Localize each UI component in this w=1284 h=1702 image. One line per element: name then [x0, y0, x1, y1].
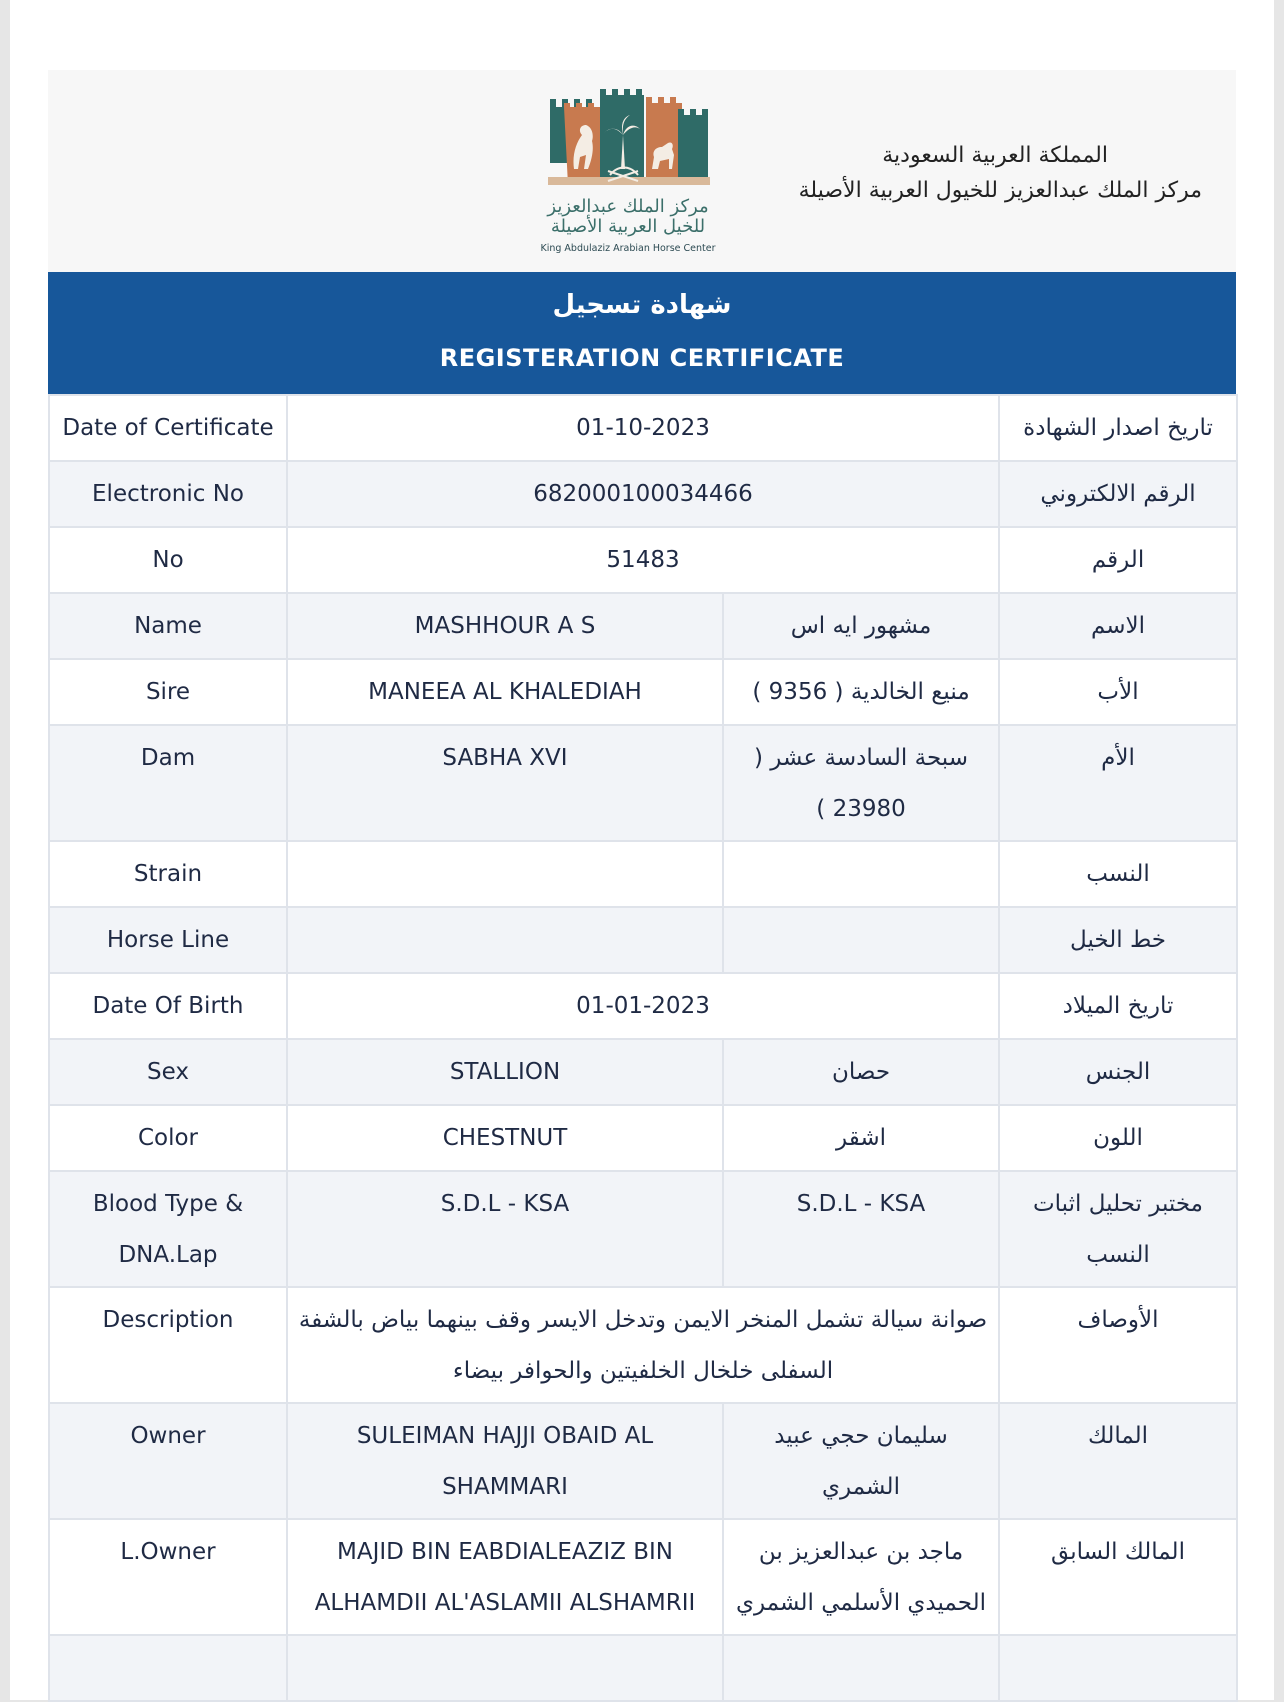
certificate-sheet — [48, 70, 1236, 1700]
table-row — [49, 1105, 1237, 1171]
value: 51483 — [287, 527, 999, 593]
value-ar — [723, 841, 999, 907]
value-en: S.D.L - KSA — [287, 1171, 723, 1287]
value-en: SULEIMAN HAJJI OBAID AL SHAMMARI — [287, 1403, 723, 1519]
label-en: Description — [49, 1287, 287, 1403]
value-ar — [723, 907, 999, 973]
value-ar: ماجد بن عبدالعزيز بن الحميدي الأسلمي الشمري — [723, 1519, 999, 1635]
label-ar: تاريخ اصدار الشهادة — [999, 395, 1237, 461]
empty-cell — [287, 1635, 723, 1701]
title-arabic: شهادة تسجيل — [552, 290, 732, 320]
value-ar: منيع الخالدية ( 9356 ) — [723, 659, 999, 725]
certificate-details-table — [48, 394, 1238, 1702]
table-row — [49, 593, 1237, 659]
empty-cell — [999, 1635, 1237, 1701]
logo-arabic-line-2: للخيل العربية الأصيلة — [550, 216, 706, 237]
logo-arabic-line-1: مركز الملك عبدالعزيز — [547, 196, 709, 217]
empty-cell — [49, 1635, 287, 1701]
label-ar: اللون — [999, 1105, 1237, 1171]
value-en — [287, 907, 723, 973]
label-en: Sex — [49, 1039, 287, 1105]
label-en: Owner — [49, 1403, 287, 1519]
value-ar: حصان — [723, 1039, 999, 1105]
value-ar: مشهور ايه اس — [723, 593, 999, 659]
label-ar: الأم — [999, 725, 1237, 841]
table-row — [49, 973, 1237, 1039]
value: صوانة سيالة تشمل المنخر الايمن وتدخل الايسر وقف بينهما بياض بالشفة السفلى خلخال الخلفيتين والحوافر بيضاء — [287, 1287, 999, 1403]
value: 01-10-2023 — [287, 395, 999, 461]
table-row — [49, 659, 1237, 725]
value-en: CHESTNUT — [287, 1105, 723, 1171]
title-english: REGISTERATION CERTIFICATE — [439, 344, 845, 372]
center-logo — [538, 85, 728, 260]
value-en — [287, 841, 723, 907]
label-en: Date Of Birth — [49, 973, 287, 1039]
label-ar: الأوصاف — [999, 1287, 1237, 1403]
empty-cell — [723, 1635, 999, 1701]
label-en: Date of Certificate — [49, 395, 287, 461]
table-row — [49, 841, 1237, 907]
table-row — [49, 461, 1237, 527]
label-ar: خط الخيل — [999, 907, 1237, 973]
label-en: Color — [49, 1105, 287, 1171]
kingdom-name: المملكة العربية السعودية — [882, 143, 1108, 168]
table-row — [49, 395, 1237, 461]
label-ar: الاسم — [999, 593, 1237, 659]
value-en: MASHHOUR A S — [287, 593, 723, 659]
table-row — [49, 1171, 1237, 1287]
label-en: Dam — [49, 725, 287, 841]
value-en: MAJID BIN EABDIALEAZIZ BIN ALHAMDII AL'ASLAMII ALSHAMRII — [287, 1519, 723, 1635]
table-row — [49, 1403, 1237, 1519]
label-en: No — [49, 527, 287, 593]
document-page — [10, 0, 1274, 1700]
label-en: Electronic No — [49, 461, 287, 527]
certificate-header — [48, 70, 1236, 270]
certificate-title-band — [48, 272, 1236, 394]
value-en: SABHA XVI — [287, 725, 723, 841]
castle-horse-logo-icon — [538, 85, 718, 197]
table-row — [49, 725, 1237, 841]
label-en: Horse Line — [49, 907, 287, 973]
table-row — [49, 907, 1237, 973]
label-ar: الجنس — [999, 1039, 1237, 1105]
value-en: MANEEA AL KHALEDIAH — [287, 659, 723, 725]
label-ar: تاريخ الميلاد — [999, 973, 1237, 1039]
label-en: Sire — [49, 659, 287, 725]
logo-english-name: King Abdulaziz Arabian Horse Center — [540, 243, 716, 254]
label-ar: المالك — [999, 1403, 1237, 1519]
center-name: مركز الملك عبدالعزيز للخيول العربية الأصيلة — [798, 178, 1202, 203]
value-ar: سبحة السادسة عشر ( 23980 ) — [723, 725, 999, 841]
value: 01-01-2023 — [287, 973, 999, 1039]
table-row — [49, 1519, 1237, 1635]
value-ar: سليمان حجي عبيد الشمري — [723, 1403, 999, 1519]
value: 682000100034466 — [287, 461, 999, 527]
table-row — [49, 1039, 1237, 1105]
label-en: Blood Type & DNA.Lap — [49, 1171, 287, 1287]
label-ar: الأب — [999, 659, 1237, 725]
label-en: Name — [49, 593, 287, 659]
label-en: Strain — [49, 841, 287, 907]
table-row — [49, 1287, 1237, 1403]
value-ar: S.D.L - KSA — [723, 1171, 999, 1287]
label-ar: مختبر تحليل اثبات النسب — [999, 1171, 1237, 1287]
label-ar: الرقم — [999, 527, 1237, 593]
table-row — [49, 1635, 1237, 1701]
label-ar: المالك السابق — [999, 1519, 1237, 1635]
label-en: L.Owner — [49, 1519, 287, 1635]
value-ar: اشقر — [723, 1105, 999, 1171]
table-row — [49, 527, 1237, 593]
value-en: STALLION — [287, 1039, 723, 1105]
label-ar: الرقم الالكتروني — [999, 461, 1237, 527]
label-ar: النسب — [999, 841, 1237, 907]
